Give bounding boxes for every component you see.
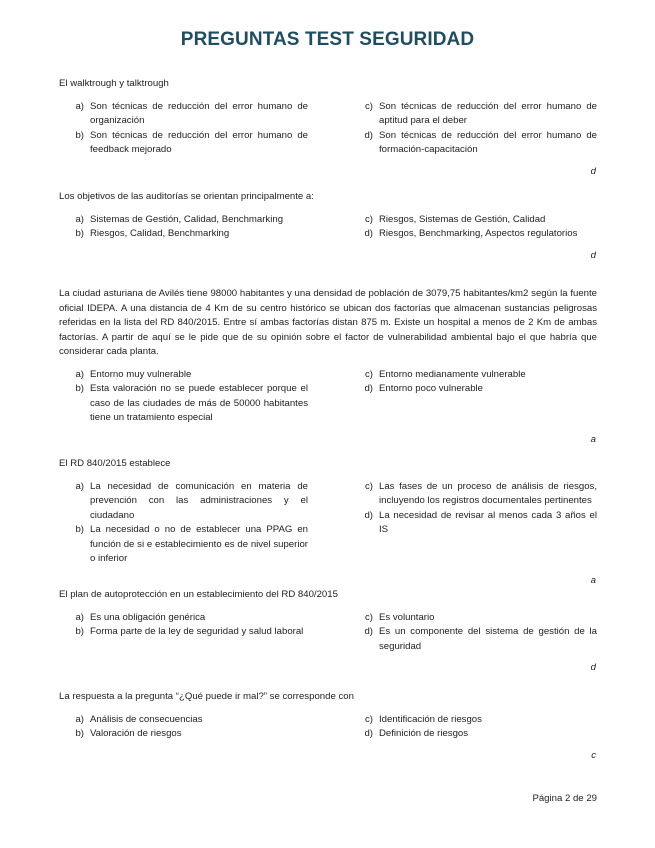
- option-b: [59, 523, 308, 567]
- option-text: Son técnicas de reducción del error humano de formación-capacitación: [379, 129, 597, 155]
- option-text: Entorno poco vulnerable: [379, 383, 484, 394]
- option-letter: c): [365, 480, 373, 492]
- option-c: [348, 100, 597, 129]
- question-text: La ciudad asturiana de Avilés tiene 98000 habitantes y una densidad de población de 3079,75 habitantes/km2 según la fuente oficial IDEPA. A una distancia de 4 Km de su centro histórico se ubican dos factorías que almacenan sustancias peligrosas referidas en la lista del RD 840/2015. Entre sí ambas factorías distan 875 m. Existe un hospital a menos de 2 Km de ambas factorías. A partir de aquí se le pide que de su opinión sobre el factor de vulnerabilidad ambiental bajo el que habría que considerar cada planta.: [59, 288, 597, 357]
- option-letter: d): [364, 728, 373, 739]
- option-letter: c): [365, 713, 373, 725]
- option-text: Son técnicas de reducción del error humano de aptitud para el deber: [379, 100, 597, 126]
- option-c: [348, 213, 597, 228]
- option-text: Riesgos, Sistemas de Gestión, Calidad: [379, 213, 546, 225]
- option-c: [348, 713, 597, 728]
- option-letter: a): [75, 480, 84, 492]
- option-a: [59, 213, 308, 228]
- option-d: [348, 727, 597, 742]
- answer-key: a: [590, 574, 596, 586]
- option-a: [59, 100, 308, 129]
- answer-key: a: [590, 433, 596, 445]
- answer-key: d: [590, 165, 596, 177]
- option-letter: d): [364, 626, 373, 637]
- option-c: [348, 480, 597, 509]
- question-6: [59, 690, 597, 763]
- option-letter: c): [365, 368, 373, 380]
- option-letter: a): [75, 713, 84, 725]
- options: [59, 713, 597, 742]
- options: [59, 100, 597, 158]
- question-text: El RD 840/2015 establece: [59, 458, 171, 469]
- option-b: [59, 727, 308, 742]
- option-d: [348, 382, 597, 397]
- option-letter: c): [365, 611, 373, 623]
- option-text: Definición de riesgos: [379, 728, 469, 739]
- option-a: [59, 480, 308, 524]
- option-letter: c): [365, 100, 373, 112]
- option-b: [59, 625, 308, 640]
- option-text: Riesgos, Calidad, Benchmarking: [90, 228, 230, 239]
- option-letter: a): [75, 368, 84, 380]
- option-b: [59, 227, 308, 242]
- option-text: La necesidad de revisar al menos cada 3 años el IS: [379, 509, 597, 535]
- option-text: Entorno medianamente vulnerable: [379, 368, 526, 380]
- question-1: [59, 77, 597, 179]
- option-c: [348, 368, 597, 383]
- option-text: Riesgos, Benchmarking, Aspectos regulatorios: [379, 228, 578, 239]
- question-2: [59, 190, 597, 263]
- option-letter: b): [75, 728, 84, 739]
- option-text: La necesidad o no de establecer una PPAG en función de si e establecimiento es de nivel superior o inferior: [90, 524, 308, 564]
- option-text: Esta valoración no se puede establecer porque el caso de las ciudades de más de 50000 habitantes tiene un tratamiento especial: [90, 383, 308, 423]
- option-letter: b): [75, 383, 84, 394]
- option-text: Es un componente del sistema de gestión de la seguridad: [379, 626, 597, 652]
- option-letter: d): [364, 228, 373, 239]
- page-number: Página 2 de 29: [532, 793, 597, 804]
- options: [59, 213, 597, 242]
- option-c: [348, 611, 597, 626]
- option-d: [348, 129, 597, 158]
- option-d: [348, 227, 597, 242]
- option-letter: b): [75, 129, 84, 141]
- option-a: [59, 611, 308, 626]
- option-d: [348, 625, 597, 654]
- option-letter: a): [75, 611, 84, 623]
- option-text: Identificación de riesgos: [379, 713, 482, 725]
- option-text: Entorno muy vulnerable: [90, 368, 192, 380]
- options: [59, 480, 597, 567]
- options: [59, 368, 597, 426]
- option-letter: b): [75, 228, 84, 239]
- option-letter: c): [365, 213, 373, 225]
- answer-key: c: [591, 749, 596, 761]
- question-text: Los objetivos de las auditorías se orientan principalmente a:: [59, 191, 314, 202]
- option-letter: d): [364, 129, 373, 141]
- option-letter: d): [364, 383, 373, 394]
- option-d: [348, 509, 597, 538]
- answer-key: d: [590, 249, 596, 261]
- question-5: [59, 588, 597, 676]
- option-b: [59, 129, 308, 158]
- options: [59, 611, 597, 655]
- question-text: La respuesta a la pregunta “¿Qué puede ir mal?” se corresponde con: [59, 691, 354, 702]
- option-a: [59, 368, 308, 383]
- page-title: PREGUNTAS TEST SEGURIDAD: [180, 29, 475, 50]
- option-text: Son técnicas de reducción del error humano de feedback mejorado: [90, 129, 308, 155]
- question-text: El plan de autoprotección en un establecimiento del RD 840/2015: [59, 589, 338, 600]
- option-letter: a): [75, 213, 84, 225]
- option-letter: a): [75, 100, 84, 112]
- option-text: La necesidad de comunicación en materia de prevención con las administraciones y el ciudadano: [90, 480, 308, 521]
- option-text: Forma parte de la ley de seguridad y salud laboral: [90, 626, 304, 637]
- question-4: [59, 457, 597, 588]
- option-text: Es una obligación genérica: [90, 611, 206, 623]
- option-text: Es voluntario: [379, 611, 435, 623]
- option-text: Las fases de un proceso de análisis de riesgos, incluyendo los registros documentales pertinentes: [379, 480, 597, 506]
- option-text: Son técnicas de reducción del error humano de organización: [90, 100, 308, 126]
- option-text: Valoración de riesgos: [90, 728, 182, 739]
- option-text: Análisis de consecuencias: [90, 713, 203, 725]
- option-text: Sistemas de Gestión, Calidad, Benchmarking: [90, 213, 284, 225]
- option-b: [59, 382, 308, 426]
- question-3: [59, 287, 597, 447]
- option-letter: d): [364, 509, 373, 521]
- question-text: El walktrough y talktrough: [59, 78, 169, 89]
- option-letter: b): [75, 626, 84, 637]
- option-letter: b): [75, 524, 84, 535]
- answer-key: d: [590, 662, 596, 673]
- option-a: [59, 713, 308, 728]
